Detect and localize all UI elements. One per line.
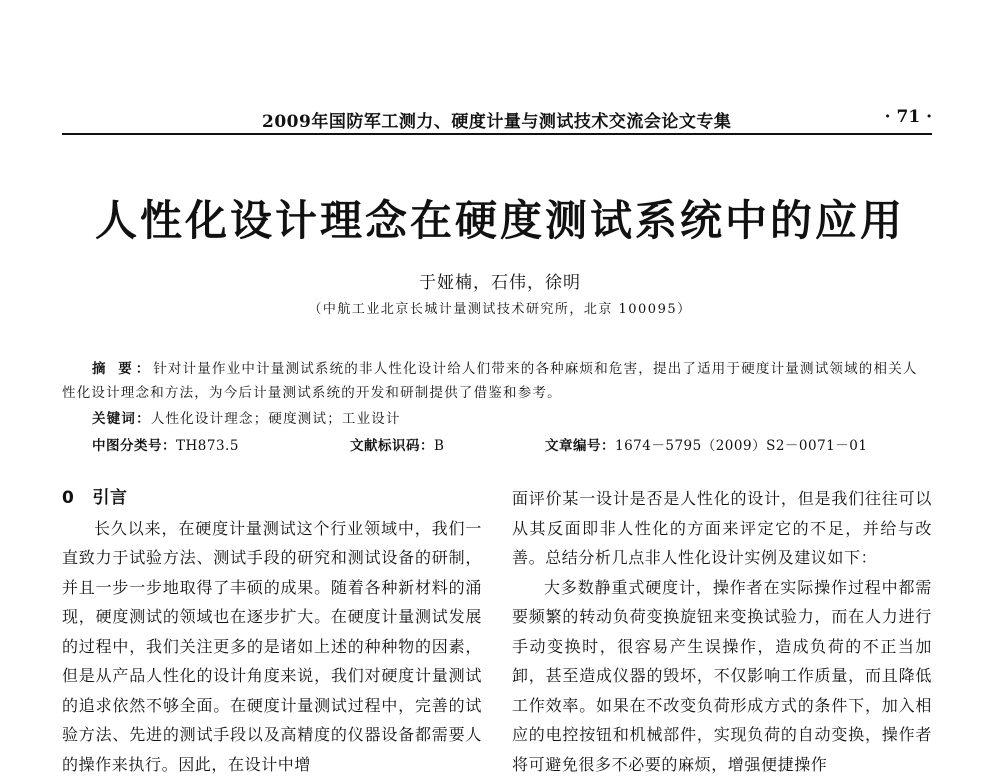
- section-number: 0: [62, 488, 74, 508]
- article-number: [545, 434, 867, 454]
- article-number-label: 文章编号：: [545, 438, 615, 454]
- left-column: [62, 484, 482, 779]
- intro-paragraph: 长久以来，在硬度计量测试这个行业领域中，我们一直致力于试验方法、测试手段的研究和测试设备的研制，并且一步一步地取得了丰硕的成果。随着各种新材料的涌现，硬度测试的领域也在逐步扩大。在硬度计量测试发展的过程中，我们关注更多的是诸如上述的种种物的因素，但是从产品人性化的设计角度来说，我们对硬度计量测试的追求依然不够全面。在硬度计量测试过程中，完善的试验方法、先进的测试手段以及高精度的仪器设备都需要人的操作来执行。因此，在设计中增: [62, 514, 482, 779]
- abstract-text: 针对计量作业中计量测试系统的非人性化设计给人们带来的各种麻烦和危害，提出了适用于硬度计量测试领域的相关人性化设计理念和方法，为今后计量测试系统的开发和研制提供了借鉴和参考。: [62, 361, 918, 401]
- keywords: [92, 407, 401, 427]
- section-heading: [62, 484, 482, 514]
- authors: 于娅楠，石伟，徐明: [0, 268, 1000, 293]
- article-number-value: 1674－5795（2009）S2－0071－01: [615, 438, 867, 454]
- continuation-paragraph: 面评价某一设计是否是人性化的设计，但是我们往往可以从其反面即非人性化的方面来评定它的不足，并给与改善。总结分析几点非人性化设计实例及建议如下：: [512, 484, 932, 573]
- page-number: · 71 ·: [885, 107, 932, 127]
- affiliation: （中航工业北京长城计量测试技术研究所，北京 100095）: [0, 298, 1000, 317]
- abstract: [62, 357, 932, 405]
- section-title: 引言: [92, 488, 127, 508]
- paper-title: 人性化设计理念在硬度测试系统中的应用: [0, 188, 1000, 248]
- clc-label: 中图分类号：: [92, 438, 176, 454]
- clc-value: TH873.5: [176, 438, 239, 454]
- right-column: [512, 484, 932, 779]
- doc-code-value: B: [434, 438, 444, 454]
- keywords-label: 关键词：: [92, 411, 151, 427]
- clc-number: [92, 434, 239, 454]
- abstract-label: 摘 要：: [92, 361, 153, 377]
- journal-title: 2009年国防军工测力、硬度计量与测试技术交流会论文专集: [262, 107, 731, 132]
- keywords-text: 人性化设计理念；硬度测试；工业设计: [151, 411, 401, 427]
- example-paragraph: 大多数静重式硬度计，操作者在实际操作过程中都需要频繁的转动负荷变换旋钮来变换试验力，而在人力进行手动变换时，很容易产生误操作，造成负荷的不正当加卸，甚至造成仪器的毁坏，不仅影响工作质量，而且降低工作效率。如果在不改变负荷形成方式的条件下，加入相应的电控按钮和机械部件，实现负荷的自动变换，操作者将可避免很多不必要的麻烦，增强便捷操作: [512, 573, 932, 779]
- document-code: [350, 434, 444, 454]
- running-header: [62, 103, 932, 135]
- doc-code-label: 文献标识码：: [350, 438, 434, 454]
